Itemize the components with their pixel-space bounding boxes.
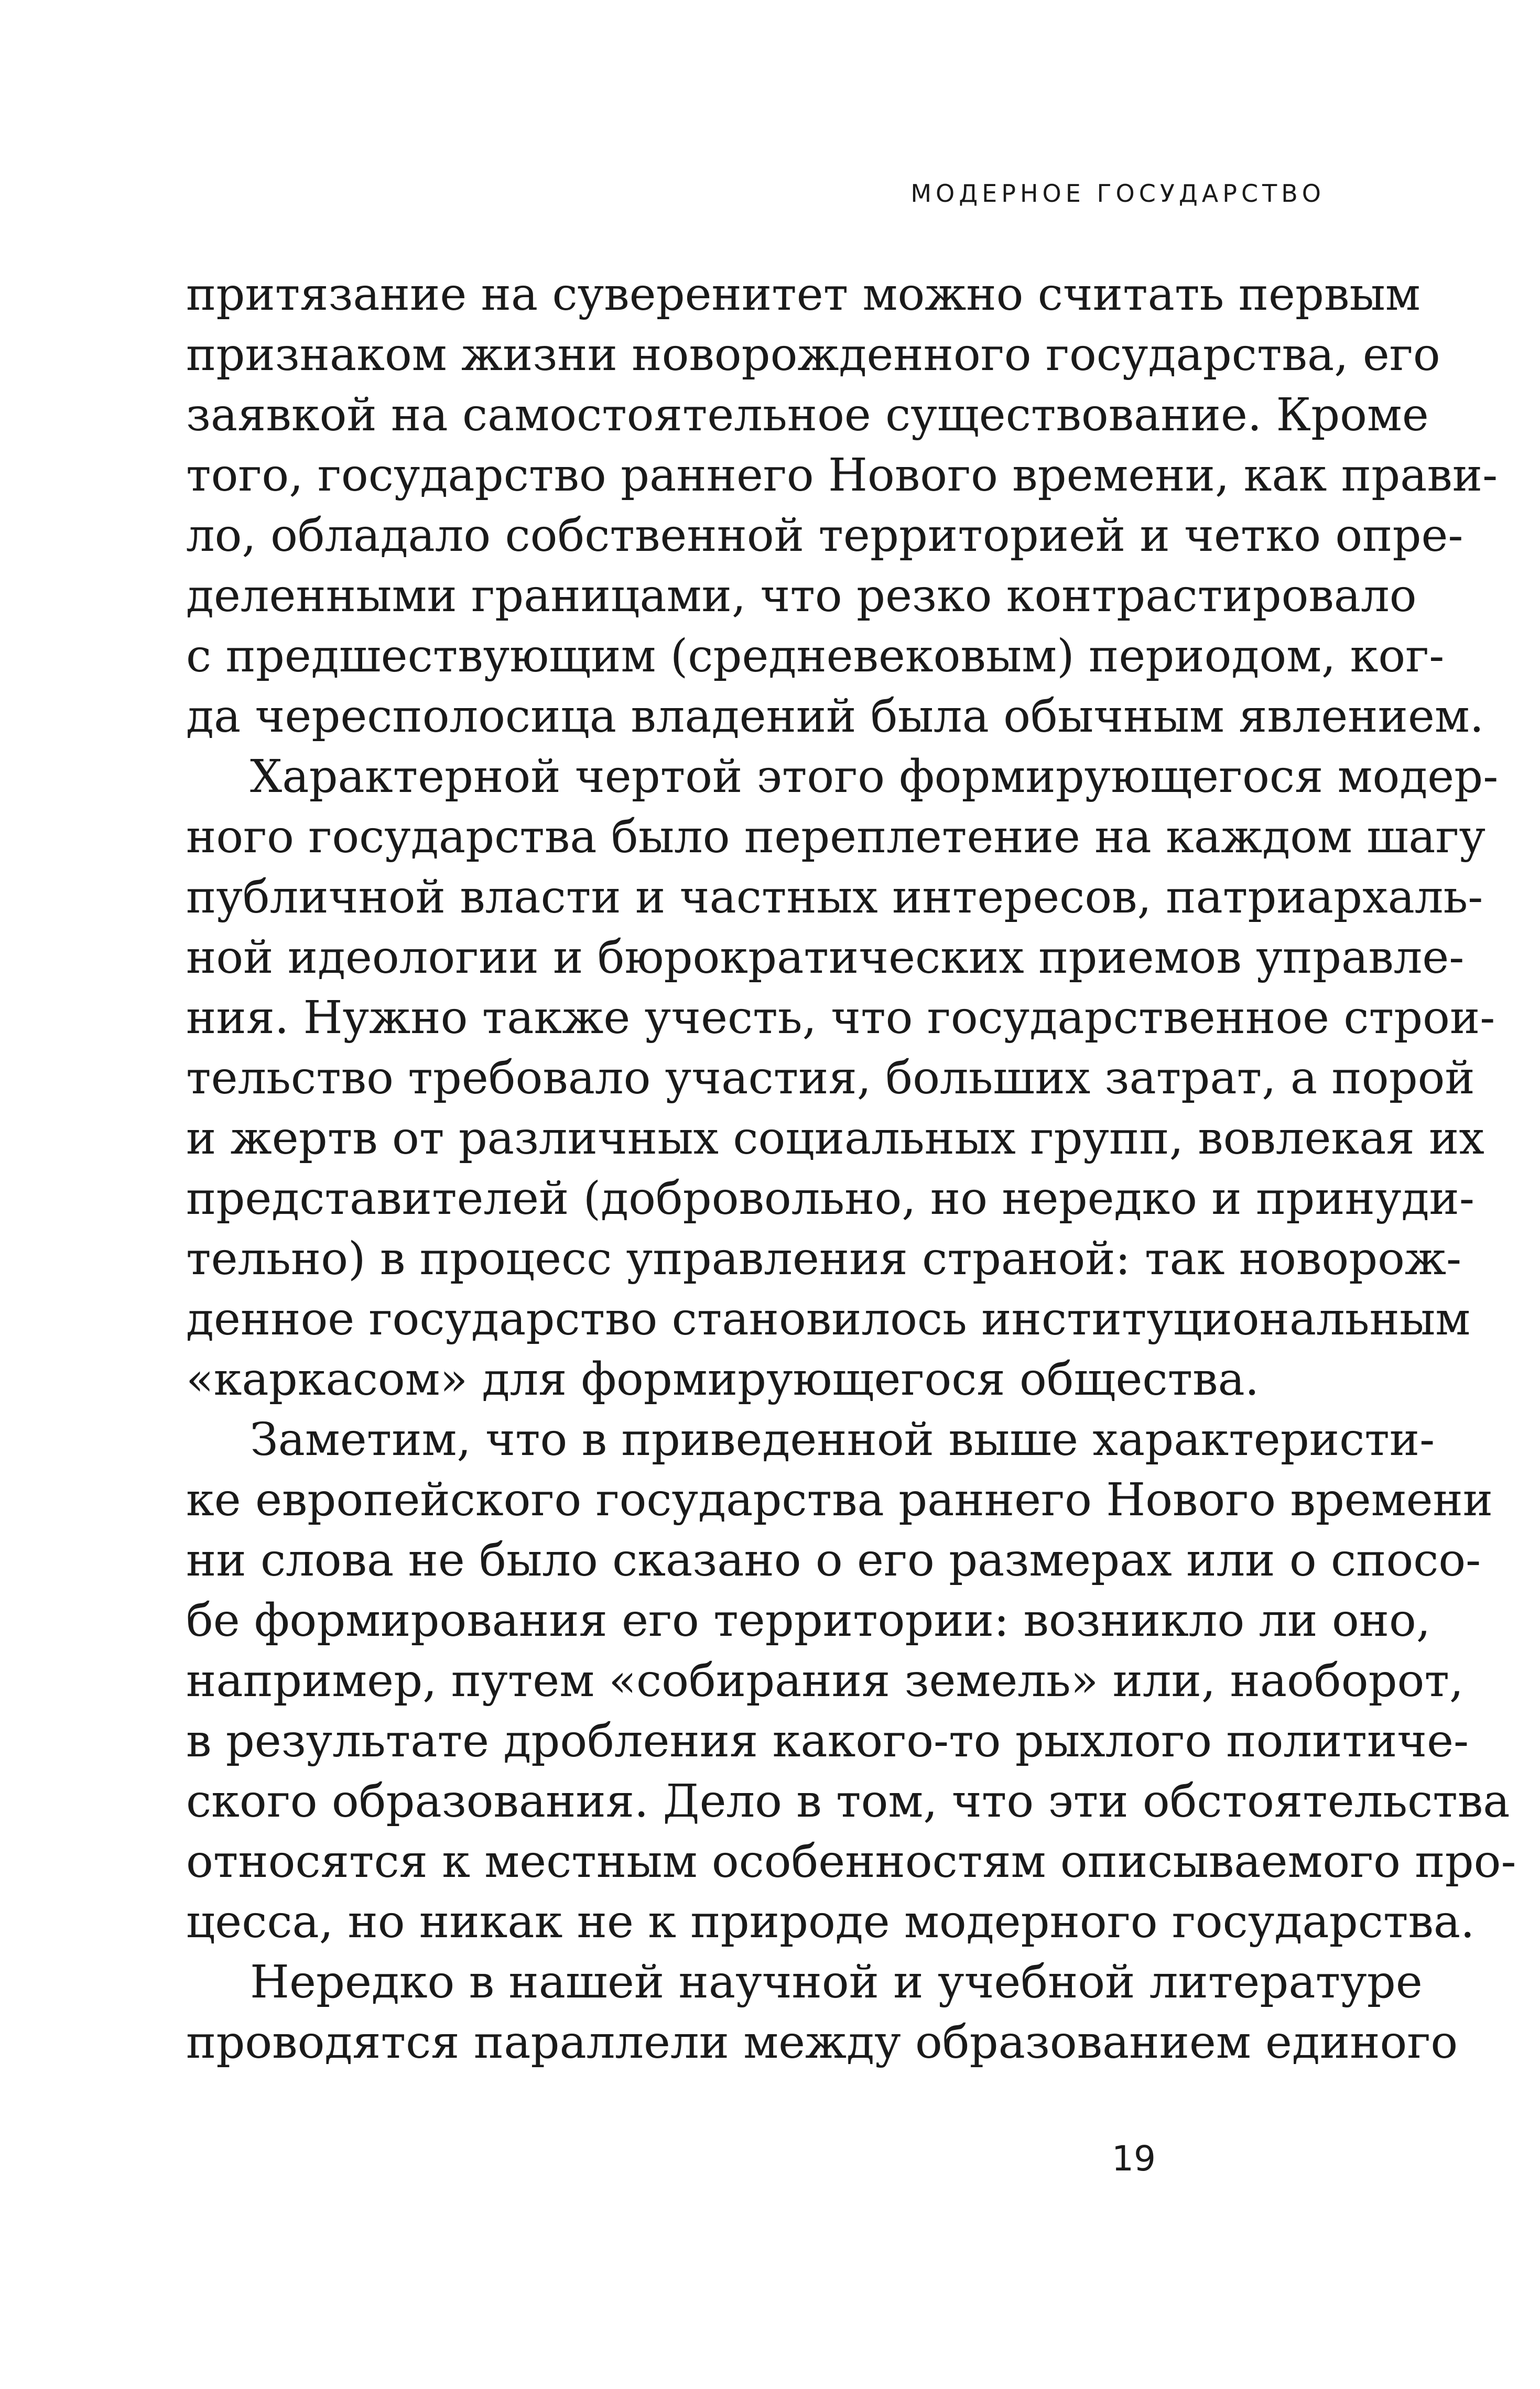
text-line: да чересполосица владений была обычным явлением. xyxy=(186,690,1484,743)
text-line: ке европейского государства раннего Нового времени xyxy=(186,1474,1493,1526)
text-line: «каркасом» для формирующегося общества. xyxy=(186,1353,1260,1406)
text-line: Характерной чертой этого формирующегося модер- xyxy=(250,751,1499,803)
text-line: Нередко в нашей научной и учебной литературе xyxy=(250,1956,1423,2008)
text-line: с предшествующим (средневековым) периодом, ког- xyxy=(186,630,1445,682)
text-line: бе формирования его территории: возникло ли оно, xyxy=(186,1594,1431,1647)
text-line: Заметим, что в приведенной выше характеристи- xyxy=(250,1414,1435,1466)
text-line: заявкой на самостоятельное существование. Кроме xyxy=(186,389,1429,441)
text-line: ни слова не было сказано о его размерах или о спосо- xyxy=(186,1534,1481,1587)
text-line: ной идеологии и бюрократических приемов управле- xyxy=(186,931,1465,984)
text-line: проводятся параллели между образованием единого xyxy=(186,2016,1458,2069)
text-line: ского образования. Дело в том, что эти обстоятельства xyxy=(186,1775,1510,1828)
text-line: публичной власти и частных интересов, патриархаль- xyxy=(186,871,1483,924)
text-line: деленными границами, что резко контрастировало xyxy=(186,570,1417,622)
text-line: тельство требовало участия, больших затрат, а порой xyxy=(186,1052,1475,1104)
text-line: того, государство раннего Нового времени, как прави- xyxy=(186,449,1498,502)
text-line: цесса, но никак не к природе модерного государства. xyxy=(186,1896,1475,1948)
text-line: признаком жизни новорожденного государства, его xyxy=(186,329,1440,381)
text-line: представителей (добровольно, но нередко и принуди- xyxy=(186,1172,1474,1225)
text-line: например, путем «собирания земель» или, наоборот, xyxy=(186,1655,1464,1707)
text-line: ного государства было переплетение на каждом шагу xyxy=(186,811,1486,863)
text-line: относятся к местным особенностям описываемого про- xyxy=(186,1836,1516,1888)
text-line: притязание на суверенитет можно считать первым xyxy=(186,268,1420,321)
text-line: денное государство становилось институциональным xyxy=(186,1293,1471,1345)
running-head: МОДЕРНОЕ ГОСУДАРСТВО xyxy=(910,179,1325,208)
text-line: в результате дробления какого-то рыхлого политиче- xyxy=(186,1715,1469,1767)
text-line: тельно) в процесс управления страной: так новорож- xyxy=(186,1233,1462,1285)
text-line: и жертв от различных социальных групп, вовлекая их xyxy=(186,1112,1484,1165)
body-text xyxy=(186,265,1516,2073)
page-number: 19 xyxy=(1112,2138,1156,2179)
text-line: ло, обладало собственной территорией и четко опре- xyxy=(186,509,1463,562)
text-line: ния. Нужно также учесть, что государственное строи- xyxy=(186,992,1495,1044)
